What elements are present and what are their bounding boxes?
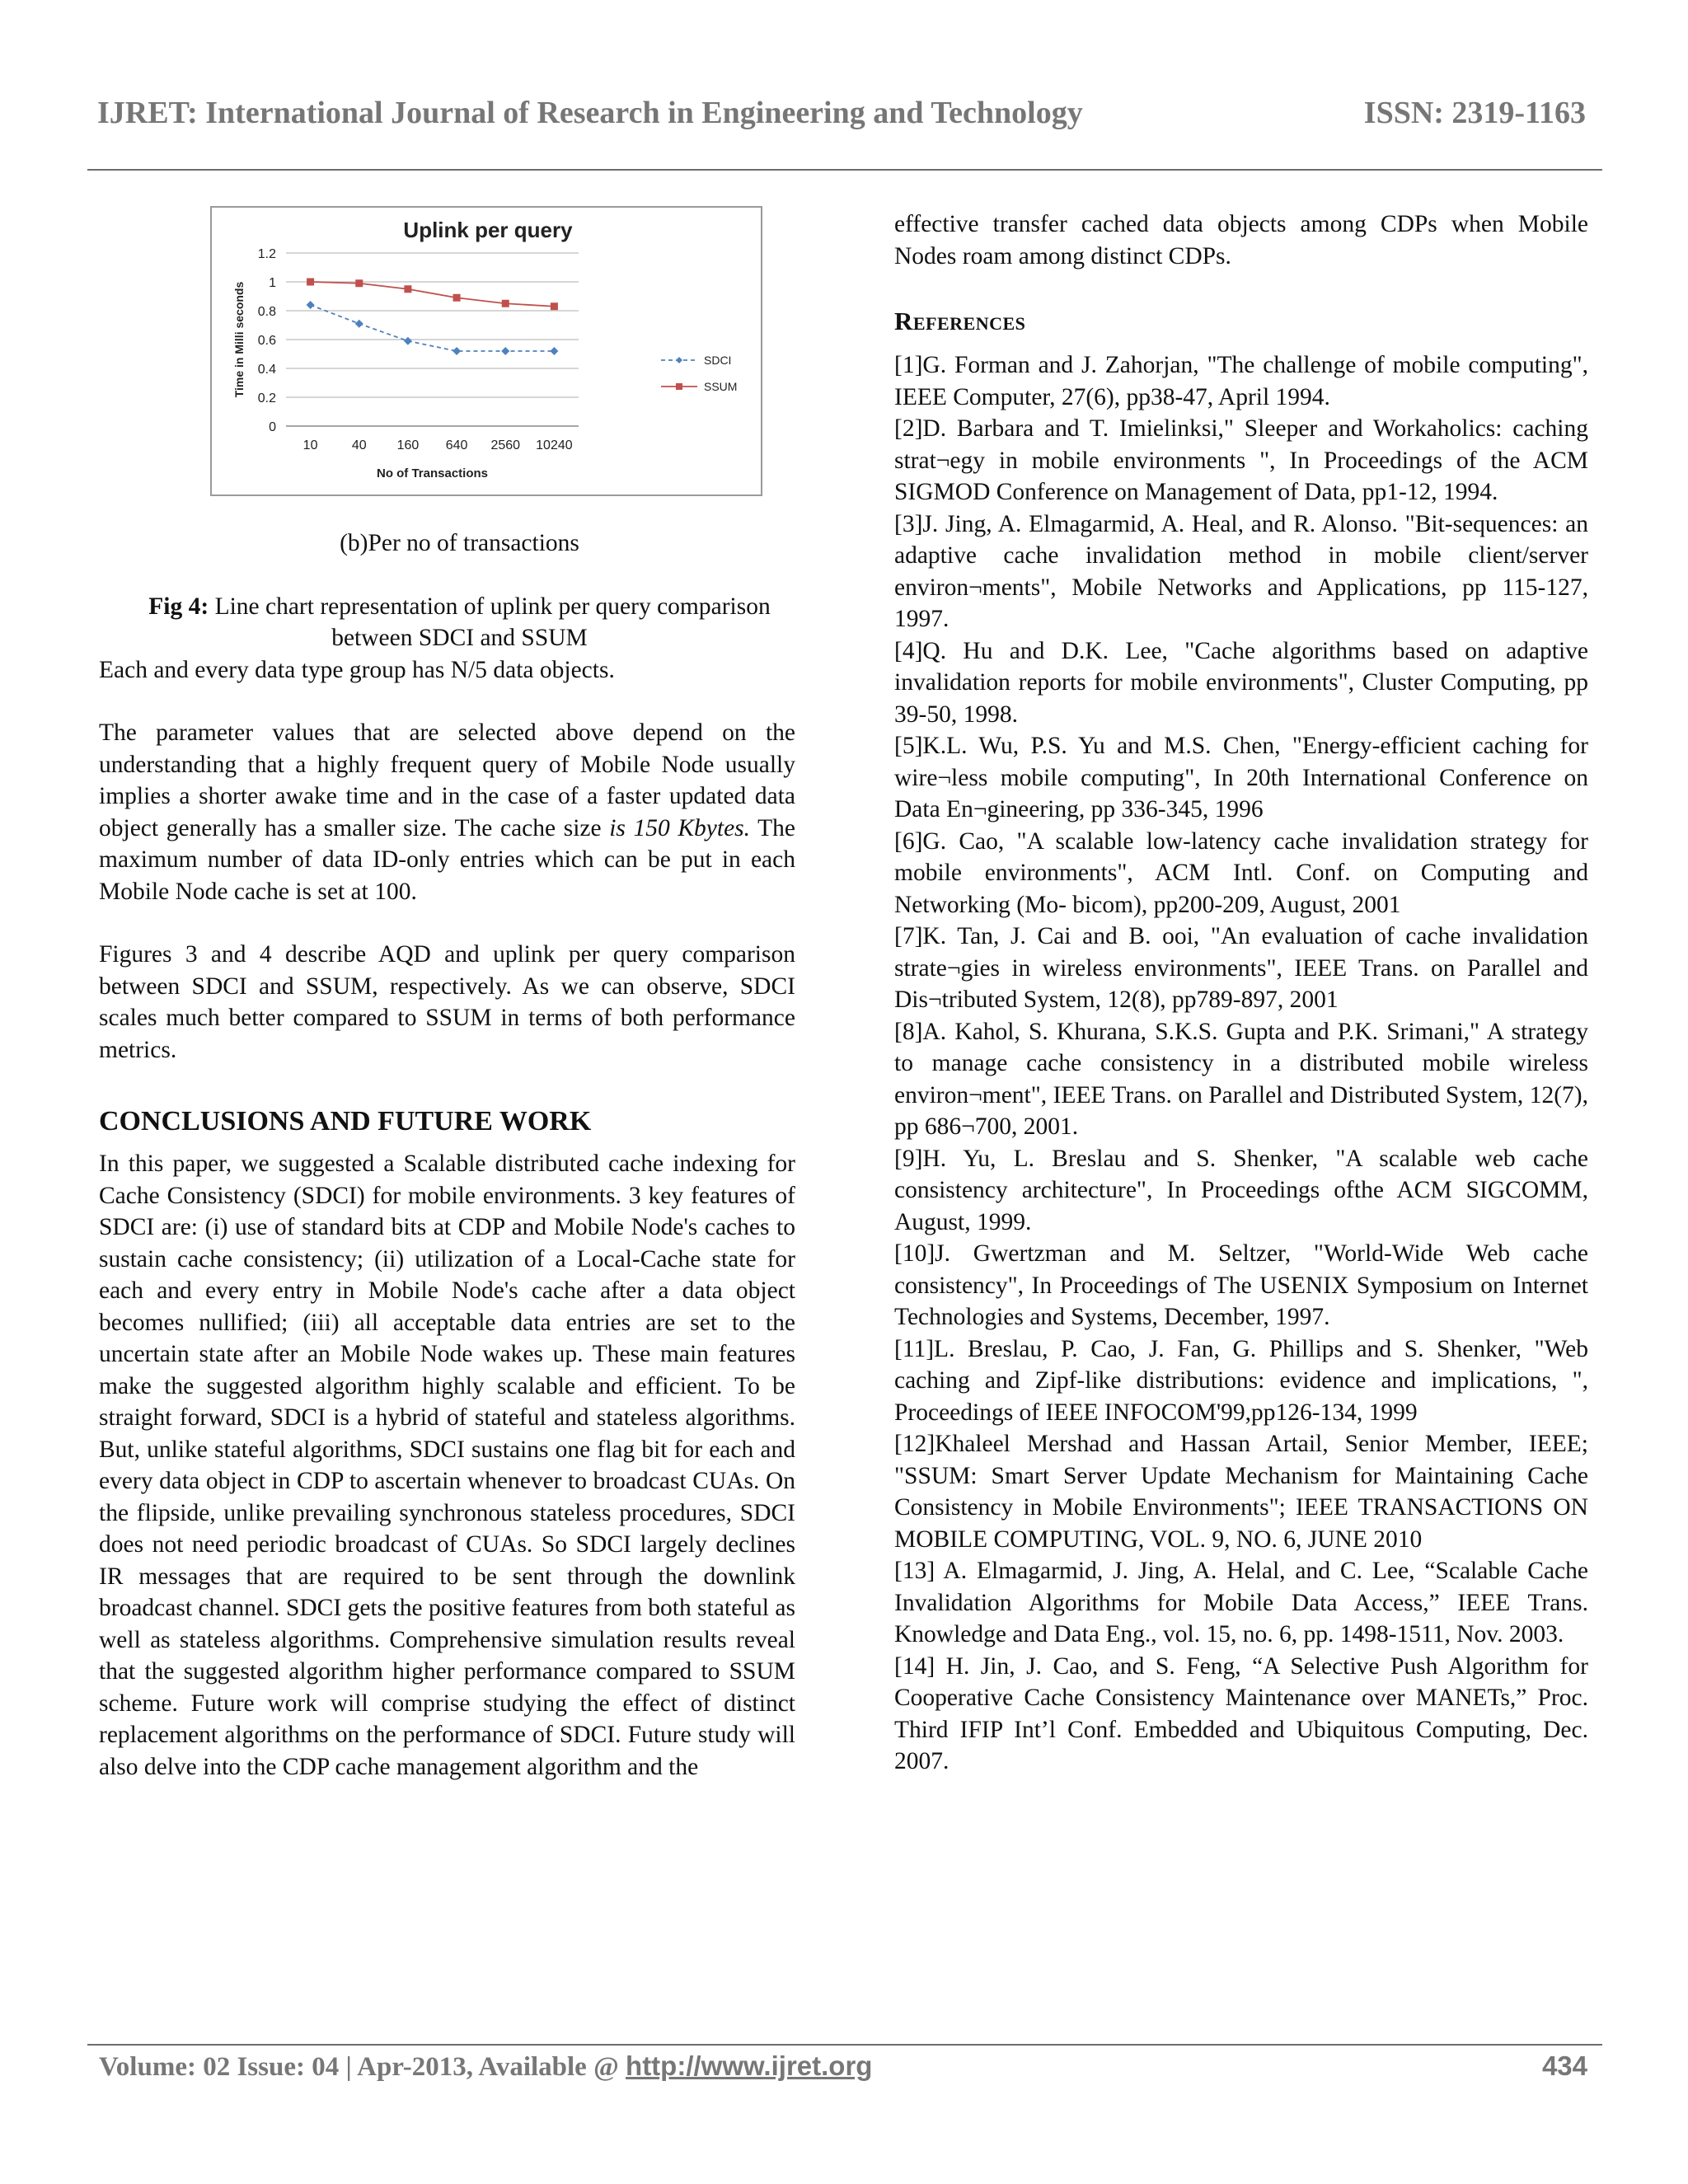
paragraph-figures-summary: Figures 3 and 4 describe AQD and uplink per query comparison between SDCI and SSUM, respectively. As we can observe, SDCI scales much better compared to SSUM in terms of both performance metrics.	[99, 941, 795, 1063]
data-point-sdci	[501, 347, 509, 355]
references-heading: References	[894, 307, 1026, 335]
figure-caption-text: Line chart representation of uplink per query comparison between SDCI and SSUM	[214, 593, 771, 651]
paragraph-continuation: effective transfer cached data objects among CDPs when Mobile Nodes roam among distinct CDPs.	[894, 211, 1588, 269]
y-tick-label: 0.6	[257, 334, 276, 348]
figure-subcaption: (b)Per no of transactions	[340, 530, 579, 556]
x-tick-label: 10240	[536, 438, 573, 452]
y-tick-label: 1.2	[257, 247, 276, 261]
figure-chart	[210, 206, 762, 496]
y-tick-label: 0.2	[257, 391, 276, 405]
uplink-chart	[212, 208, 764, 498]
series-line-ssum	[311, 282, 555, 307]
series-line-sdci	[311, 305, 555, 351]
y-tick-label: 1	[269, 276, 276, 290]
y-tick-label: 0.8	[257, 305, 276, 319]
reference-item: [9]H. Yu, L. Breslau and S. Shenker, "A scalable web cache consistency architecture", In Proceedings ofthe ACM SIGCOMM, August, 1999.	[894, 1145, 1588, 1235]
parameters-text-end: The maximum number of data ID-only entries which can be put in each Mobile Node cache is set at 100.	[99, 814, 795, 905]
reference-item: [5]K.L. Wu, P.S. Yu and M.S. Chen, "Energy-efficient caching for wire¬less mobile computing", In 20th International Conference on Data En¬gineering, pp 336-345, 1996	[894, 733, 1588, 823]
x-axis-label: No of Transactions	[376, 466, 489, 480]
footer-volume	[99, 2050, 872, 2083]
running-footer	[99, 2050, 1587, 2088]
header-rule	[87, 169, 1602, 171]
paragraph-data-groups: Each and every data type group has N/5 data objects.	[99, 656, 615, 683]
data-point-sdci	[452, 347, 461, 355]
figure-caption	[99, 591, 795, 654]
x-tick-label: 160	[396, 438, 420, 452]
data-point-sdci	[404, 337, 412, 345]
cache-size-value: is 150 Kbytes.	[609, 814, 751, 841]
x-tick-label: 40	[351, 438, 367, 452]
reference-item: [1]G. Forman and J. Zahorjan, "The challenge of mobile computing", IEEE Computer, 27(6), pp38-47, April 1994.	[894, 352, 1588, 410]
figure-caption-label: Fig 4:	[148, 593, 209, 620]
legend-marker-sdci	[676, 357, 682, 363]
reference-item: [7]K. Tan, J. Cai and B. ooi, "An evaluation of cache invalidation strate¬gies in wireless environments", IEEE Trans. on Parallel and Dis¬tributed System, 12(8), pp789-897, 2001	[894, 923, 1588, 1013]
reference-item: [2]D. Barbara and T. Imielinksi," Sleeper and Workaholics: caching strat¬egy in mobile environments ", In Proceedings of the ACM SIGMOD Conference on Management of Data, pp1-12, 1994.	[894, 415, 1588, 505]
data-point-ssum	[404, 285, 411, 293]
reference-item: [4]Q. Hu and D.K. Lee, "Cache algorithms based on adaptive invalidation reports for mobile environments", Cluster Computing, pp 39-50, 1998.	[894, 637, 1588, 728]
data-point-ssum	[307, 279, 314, 286]
x-tick-label: 640	[445, 438, 468, 452]
reference-item: [12]Khaleel Mershad and Hassan Artail, Senior Member, IEEE; "SSUM: Smart Server Update Mechanism for Maintaining Cache Consistency in Mobile Environments"; IEEE TRANSACTIONS ON MOBILE COMPUTING, VOL. 9, NO. 6, JUNE 2010	[894, 1431, 1588, 1553]
reference-item: [8]A. Kahol, S. Khurana, S.K.S. Gupta and P.K. Srimani," A strategy to manage cache consistency in a distributed mobile wireless environ¬ment", IEEE Trans. on Parallel and Distributed System, 12(7), pp 686¬700, 2001.	[894, 1018, 1588, 1140]
reference-item: [11]L. Breslau, P. Cao, J. Fan, G. Phillips and S. Shenker, "Web caching and Zipf-like distributions: evidence and implications, ", Proceedings of IEEE INFOCOM'99,pp126-134, 1999	[894, 1335, 1588, 1426]
chart-title: Uplink per query	[403, 218, 573, 242]
footer-rule	[87, 2044, 1602, 2046]
reference-item: [6]G. Cao, "A scalable low-latency cache invalidation strategy for mobile environments", ACM Intl. Conf. on Computing and Networking (Mo- bicom), pp200-209, August, 2001	[894, 827, 1588, 918]
issn: ISSN: 2319-1163	[1363, 96, 1586, 130]
y-tick-label: 0.4	[257, 363, 276, 377]
journal-title: IJRET: International Journal of Research in Engineering and Technology	[97, 96, 1083, 130]
y-axis-label: Time in Milli seconds	[232, 281, 246, 398]
data-point-ssum	[453, 294, 461, 302]
data-point-ssum	[551, 302, 558, 310]
right-column	[894, 209, 1588, 1778]
data-point-ssum	[502, 300, 509, 307]
legend-marker-ssum	[676, 383, 682, 390]
journal-link[interactable]: http://www.ijret.org	[626, 2050, 873, 2081]
data-point-sdci	[307, 301, 315, 309]
page-number: 434	[1541, 2050, 1587, 2081]
paragraph-conclusions: In this paper, we suggested a Scalable distributed cache indexing for Cache Consistency (SDCI) for mobile environments. 3 key features of SDCI are: (i) use of standard bits at CDP and Mobile Node's caches to sustain cache consistency; (ii) utilization of a Local-Cache state for each and every entry in Mobile Node's cache after a data object becomes nullified; (iii) all acceptable data entries are set to the uncertain state after an Mobile Node wakes up. These main features make the suggested algorithm highly scalable and efficient. To be straight forward, SDCI is a hybrid of stateful and stateless algorithms. But, unlike stateful algorithms, SDCI sustains one flag bit for each and every data object in CDP to ascertain whenever to broadcast CUAs. On the flipside, unlike prevailing synchronous stateless procedures, SDCI does not need periodic broadcast of CUAs. So SDCI largely declines IR messages that are required to be sent through the downlink broadcast channel. SDCI gets the positive features from both stateful as well as stateless algorithms. Comprehensive simulation results reveal that the suggested algorithm higher performance compared to SSUM scheme. Future work will comprise studying the effect of distinct replacement algorithms on the performance of SDCI. Future study will also delve into the CDP cache management algorithm and the	[99, 1151, 795, 1780]
reference-item: [3]J. Jing, A. Elmagarmid, A. Heal, and R. Alonso. "Bit-sequences: an adaptive cache invalidation method in mobile client/server environ¬ments", Mobile Networks and Applications, pp 115-127, 1997.	[894, 510, 1588, 632]
reference-item: [13] A. Elmagarmid, J. Jing, A. Helal, and C. Lee, “Scalable Cache Invalidation Algorithms for Mobile Data Access,” IEEE Trans. Knowledge and Data Eng., vol. 15, no. 6, pp. 1498-1511, Nov. 2003.	[894, 1558, 1588, 1647]
legend-label-sdci: SDCI	[704, 354, 732, 367]
reference-item: [14] H. Jin, J. Cao, and S. Feng, “A Selective Push Algorithm for Cooperative Cache Consistency Maintenance over MANETs,” Proc. Third IFIP Int’l Conf. Embedded and Ubiquitous Computing, Dec. 2007.	[894, 1652, 1588, 1774]
references-list	[894, 349, 1588, 1778]
y-tick-label: 0	[269, 420, 276, 434]
legend-label-ssum: SSUM	[704, 380, 738, 393]
running-header	[97, 95, 1586, 144]
left-column	[99, 206, 795, 1783]
data-point-ssum	[355, 279, 363, 287]
x-tick-label: 2560	[490, 438, 521, 452]
reference-item: [10]J. Gwertzman and M. Seltzer, "World-Wide Web cache consistency", In Proceedings of The USENIX Symposium on Internet Technologies and Systems, December, 1997.	[894, 1240, 1588, 1330]
paragraph-parameters	[99, 717, 795, 907]
data-point-sdci	[355, 320, 363, 328]
volume-text: Volume: 02 Issue: 04 | Apr-2013, Available @	[99, 2052, 619, 2082]
x-tick-label: 10	[302, 438, 318, 452]
conclusions-heading: CONCLUSIONS AND FUTURE WORK	[99, 1106, 592, 1137]
parameters-text-start: The parameter values that are selected above depend on the understanding that a highly frequent query of Mobile Node usually implies a shorter awake time and in the case of a faster updated data object generally has a smaller size. The cache size	[99, 719, 795, 841]
data-point-sdci	[550, 347, 558, 355]
